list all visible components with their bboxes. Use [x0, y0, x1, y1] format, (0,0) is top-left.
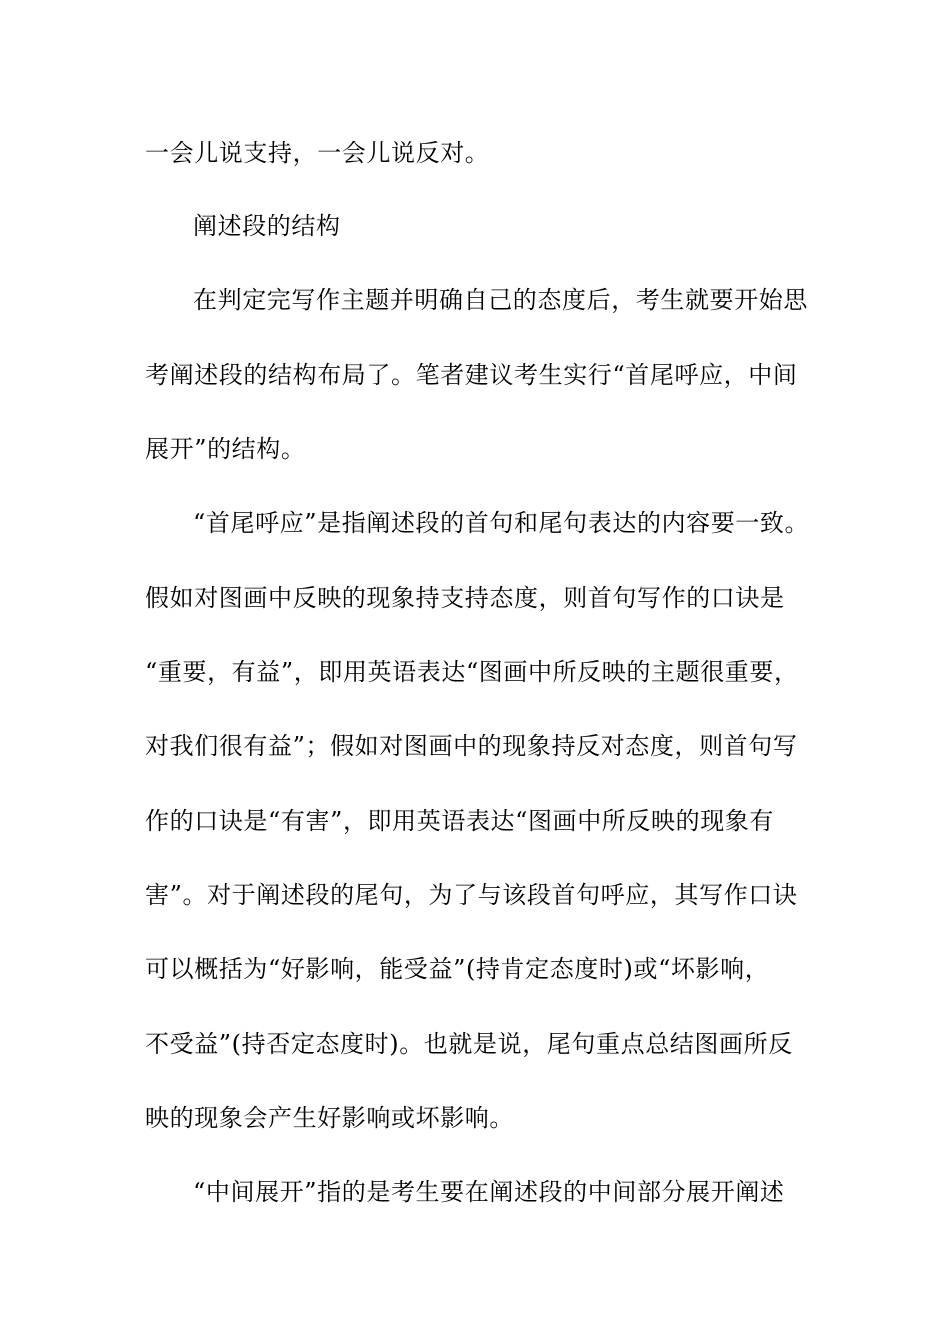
text-line: 假如对图画中反映的现象持支持态度，则首句写作的口诀是 — [145, 584, 785, 612]
text-line: 可以概括为“好影响，能受益”(持肯定态度时)或“坏影响， — [145, 955, 770, 983]
text-line: 害”。对于阐述段的尾句，为了与该段首句呼应，其写作口诀 — [145, 881, 798, 909]
text-line: 映的现象会产生好影响或坏影响。 — [145, 1104, 514, 1132]
section-heading: 阐述段的结构 — [193, 212, 341, 240]
text-line: 作的口诀是“有害”，即用英语表达“图画中所反映的现象有 — [145, 807, 775, 835]
text-line: 展开”的结构。 — [145, 435, 306, 463]
text-line: 考阐述段的结构布局了。笔者建议考生实行“首尾呼应，中间 — [145, 361, 798, 389]
text-line: 一会儿说支持，一会儿说反对。 — [145, 139, 490, 167]
text-line: 不受益”(持否定态度时)。也就是说，尾句重点总结图画所反 — [145, 1030, 793, 1058]
text-line: “首尾呼应”是指阐述段的首句和尾句表达的内容要一致。 — [193, 509, 810, 537]
text-line: 在判定完写作主题并明确自己的态度后，考生就要开始思 — [193, 286, 808, 314]
text-line: “重要，有益”，即用英语表达“图画中所反映的主题很重要， — [145, 658, 799, 686]
text-line: “中间展开”指的是考生要在阐述段的中间部分展开阐述 — [193, 1178, 785, 1206]
text-line: 对我们很有益”；假如对图画中的现象持反对态度，则首句写 — [145, 732, 798, 760]
